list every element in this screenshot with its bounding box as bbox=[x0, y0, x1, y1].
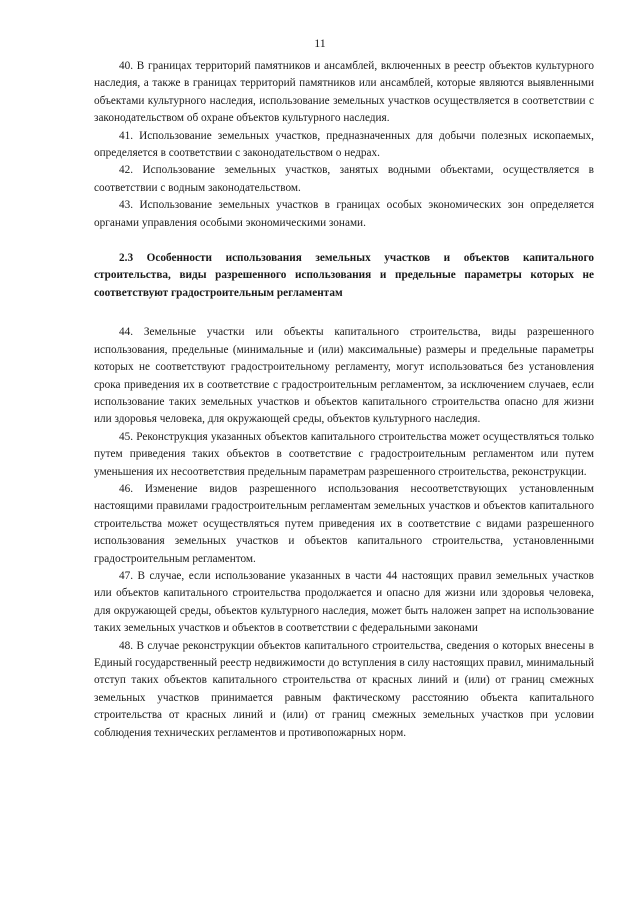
page-number: 11 bbox=[314, 36, 326, 50]
paragraph-47: 47. В случае, если использование указанных в части 44 настоящих правил земельных участков или объектов капитального строительства продолжается и опасно для жизни или здоровья человека, для окружающей среды, объектов культурного наследия, может быть наложен запрет на использование таких земельных участков и объектов в соответствии с федеральными законами bbox=[94, 569, 594, 635]
paragraph-40: 40. В границах территорий памятников и ансамблей, включенных в реестр объектов культурного наследия, а также в границах территорий памятников или ансамблей, которые являются выявленными объектами культурного наследия, использование земельных участков осуществляется в соответствии с законодательством об охране объектов культурного наследия. bbox=[94, 60, 594, 125]
paragraph-46: 46. Изменение видов разрешенного использования несоответствующих установленным настоящими правилами градостроительным регламентам земельных участков и объектов капитального строительства может осуществляться путем приведения их в соответствие с видами разрешенного использования земельных участков и объектов капитального строительства, установленными градостроительным регламентом. bbox=[94, 482, 594, 565]
paragraph-43: 43. Использование земельных участков в границах особых экономических зон определяется органами управления особыми экономическими зонами. bbox=[94, 199, 594, 229]
section-heading-2-3: 2.3 Особенности использования земельных участков и объектов капитального строительства, виды разрешенного использования и предельные параметры которых не соответствуют градостроительным регламентам bbox=[94, 252, 594, 299]
paragraph-42: 42. Использование земельных участков, занятых водными объектами, осуществляется в соответствии с водным законодательством. bbox=[94, 164, 594, 194]
paragraph-48: 48. В случае реконструкции объектов капитального строительства, сведения о которых внесены в Единый государственный реестр недвижимости до вступления в силу настоящих правил, минимальный отступ таких объектов капитального строительства от красных линий и (или) от границ смежных земельных участков принимается равным фактическому расстоянию объекта капитального строительства от красных линий и (или) от границ смежных земельных участков при условии соблюдения технических регламентов и противопожарных норм. bbox=[94, 639, 594, 739]
paragraph-41: 41. Использование земельных участков, предназначенных для добычи полезных ископаемых, определяется в соответствии с законодательством о недрах. bbox=[94, 129, 594, 160]
paragraph-44: 44. Земельные участки или объекты капитального строительства, виды разрешенного использования, предельные (минимальные и (или) максимальные) размеры и предельные параметры которых не соответствуют градостроительному регламенту, могут использоваться без установления срока приведения их в соответствие с градостроительным регламентом, за исключением случаев, если использование таких земельных участков и объектов капитального строительства опасно для жизни или здоровья человека, для окружающей среды, объектов культурного наследия. bbox=[94, 326, 594, 426]
paragraph-45: 45. Реконструкция указанных объектов капитального строительства может осуществляться только путем приведения таких объектов в соответствие с градостроительным регламентом или путем уменьшения их несоответствия предельным параметрам разрешенного строительства, реконструкции. bbox=[94, 430, 594, 478]
document-body bbox=[94, 58, 594, 742]
